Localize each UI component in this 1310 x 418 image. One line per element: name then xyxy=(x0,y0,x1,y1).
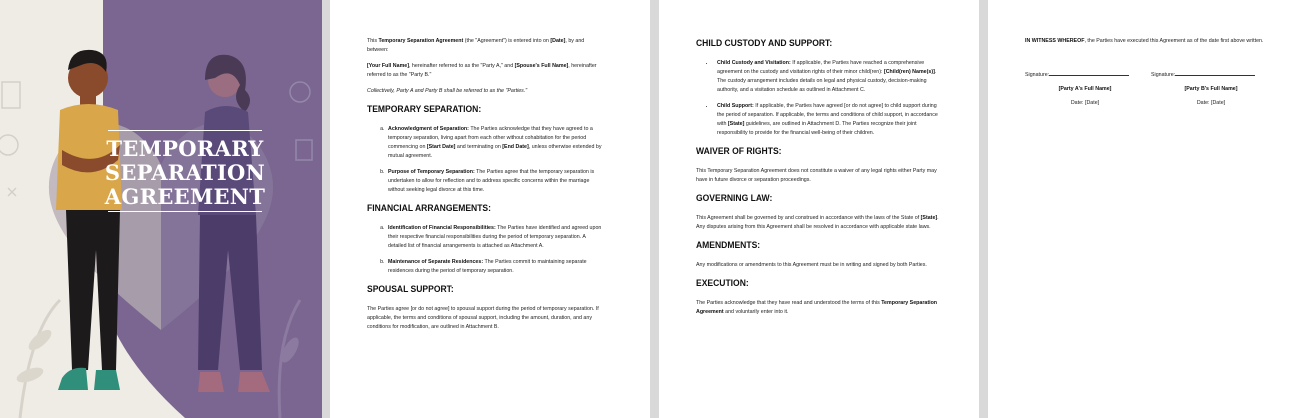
text: The Parties acknowledge that they have agreed to a temporary separation, living apart from each other without cohabitation for the period commencing on xyxy=(388,126,593,150)
title-rule-top xyxy=(108,130,262,131)
text: This Agreement shall be governed by and construed in accordance with the laws of the State of xyxy=(696,215,921,221)
item-label: Child Support: xyxy=(717,103,754,109)
party-a-name xyxy=(1025,82,1145,96)
party-a-date: Date: [Date] xyxy=(1070,100,1100,106)
text: , hereinafter referred to as the "Party B." xyxy=(367,63,597,78)
list-item xyxy=(386,125,605,161)
page-4-body xyxy=(1025,37,1271,110)
heading-execution: EXECUTION: xyxy=(696,278,749,288)
text: If applicable, the Parties have agreed [or do not agree] to child support during the period of separation. If applicable, the terms and conditions of child support, in accordance with xyxy=(717,103,938,127)
title-rule-bottom xyxy=(108,211,262,212)
cover-page xyxy=(0,0,322,418)
heading-spousal-support: SPOUSAL SUPPORT: xyxy=(367,284,454,294)
item-label: Purpose of Temporary Separation: xyxy=(388,169,475,175)
temporary-separation-list xyxy=(367,125,605,195)
text: The Parties have identified and agreed upon their respective financial responsibilities during the period of temporary separation. A detailed list of financial arrangements is attached as Attachment A. xyxy=(388,225,602,249)
date-placeholder: [Date] xyxy=(550,38,566,44)
heading-child-custody: CHILD CUSTODY AND SUPPORT: xyxy=(696,38,833,48)
cover-title xyxy=(100,130,270,212)
heading-governing-law: GOVERNING LAW: xyxy=(696,193,773,203)
list-item xyxy=(386,168,605,195)
start-date-placeholder: [Start Date] xyxy=(426,144,456,150)
text: (the "Agreement") is entered into on xyxy=(463,38,551,44)
state-placeholder: [State] xyxy=(920,215,938,221)
bold-text: Temporary Separation Agreement xyxy=(696,300,938,315)
text: , by and between: xyxy=(367,38,585,53)
signature-label: Signature: xyxy=(1025,72,1050,78)
text: If applicable, the Parties have reached a comprehensive agreement on the custody and visitation rights of their minor child(ren): xyxy=(717,60,925,75)
name-placeholder: [Your Full Name] xyxy=(367,63,409,69)
text: . Any disputes arising from this Agreement shall be resolved in accordance with applicable state laws. xyxy=(696,215,939,230)
spouse-name-placeholder: [Spouse's Full Name] xyxy=(514,63,569,69)
item-label: Child Custody and Visitation: xyxy=(717,60,791,66)
list-item xyxy=(715,102,940,138)
text: , hereinafter referred to as the "Party A," and xyxy=(408,63,515,69)
cover-title-line-1: TEMPORARY xyxy=(106,136,264,161)
text: , unless otherwise extended by mutual agreement. xyxy=(388,144,602,159)
page-2-body xyxy=(367,37,605,339)
bold-text: IN WITNESS WHEREOF xyxy=(1025,38,1085,44)
heading-financial-arrangements: FINANCIAL ARRANGEMENTS: xyxy=(367,203,491,213)
signature-block-party-a xyxy=(1025,68,1145,110)
spousal-paragraph: The Parties agree [or do not agree] to spousal support during the period of temporary separation. If applicable, the terms and conditions of spousal support, including the amount, duration, and any conditions for modification, are outlined in Attachment B. xyxy=(367,306,599,330)
text: The Parties acknowledge that they have read and understood the terms of this xyxy=(696,300,882,306)
text: Collectively, Party A and Party B shall be referred to as the "Parties." xyxy=(367,88,528,94)
bold-text: Temporary Separation Agreement xyxy=(378,38,464,44)
list-item xyxy=(386,224,605,251)
heading-temporary-separation: TEMPORARY SEPARATION: xyxy=(367,104,482,114)
cover-title-line-2: SEPARATION xyxy=(104,160,266,185)
waiver-paragraph: This Temporary Separation Agreement does not constitute a waiver of any legal rights either Party may have in future divorce or separation proceedings. xyxy=(696,168,937,183)
text: guidelines, are outlined in Attachment D. The Parties recognize their joint responsibility to provide for the financial well-being of their children. xyxy=(717,121,917,136)
text: and voluntarily enter into it. xyxy=(723,309,789,315)
text: , the Parties have executed this Agreement as of the date first above written. xyxy=(1084,38,1264,44)
amendments-paragraph: Any modifications or amendments to this Agreement must be in writing and signed by both Parties. xyxy=(696,262,927,268)
item-label: Identification of Financial Responsibilities: xyxy=(388,225,496,231)
heading-waiver: WAIVER OF RIGHTS: xyxy=(696,146,782,156)
parties-paragraph xyxy=(367,62,605,80)
text: and terminating on xyxy=(455,144,503,150)
list-item xyxy=(386,258,605,276)
party-b-name xyxy=(1151,82,1271,96)
text: The Parties commit to maintaining separate residences during the period of temporary separation. xyxy=(388,259,587,274)
children-placeholder: [Child(ren) Name(s)] xyxy=(883,69,935,75)
signature-underline xyxy=(1175,69,1255,76)
signature-line[interactable] xyxy=(1151,68,1271,82)
end-date-placeholder: [End Date] xyxy=(502,144,529,150)
party-a-name-text: [Party A's Full Name] xyxy=(1058,86,1112,92)
text: . The custody arrangement includes details on legal and physical custody, decision-making authority, and a visitation schedule as outlined in Attachment C. xyxy=(717,69,937,93)
text: This xyxy=(367,38,379,44)
intro-paragraph xyxy=(367,37,605,55)
page-2 xyxy=(330,0,650,418)
party-b-name-text: [Party B's Full Name] xyxy=(1184,86,1238,92)
law-paragraph xyxy=(696,214,940,232)
signature-line[interactable] xyxy=(1025,68,1145,82)
execution-paragraph xyxy=(696,299,940,317)
custody-list xyxy=(696,59,940,138)
witness-paragraph xyxy=(1025,37,1271,46)
cover-title-line-3: AGREEMENT xyxy=(104,184,266,209)
page-3 xyxy=(659,0,979,418)
financial-list xyxy=(367,224,605,276)
party-b-date: Date: [Date] xyxy=(1196,100,1226,106)
page-3-body xyxy=(696,30,940,324)
item-label: Maintenance of Separate Residences: xyxy=(388,259,484,265)
signature-label: Signature: xyxy=(1151,72,1176,78)
text: The Parties agree that the temporary separation is undertaken to allow for reflection and to address specific concerns within the marriage without seeking legal divorce at this time. xyxy=(388,169,595,193)
heading-amendments: AMENDMENTS: xyxy=(696,240,761,250)
item-label: Acknowledgment of Separation: xyxy=(388,126,469,132)
list-item xyxy=(715,59,940,95)
signature-row xyxy=(1025,68,1271,110)
collective-paragraph xyxy=(367,87,605,96)
signature-block-party-b xyxy=(1151,68,1271,110)
state-placeholder: [State] xyxy=(727,121,745,127)
signature-underline xyxy=(1049,69,1129,76)
page-4 xyxy=(988,0,1310,418)
